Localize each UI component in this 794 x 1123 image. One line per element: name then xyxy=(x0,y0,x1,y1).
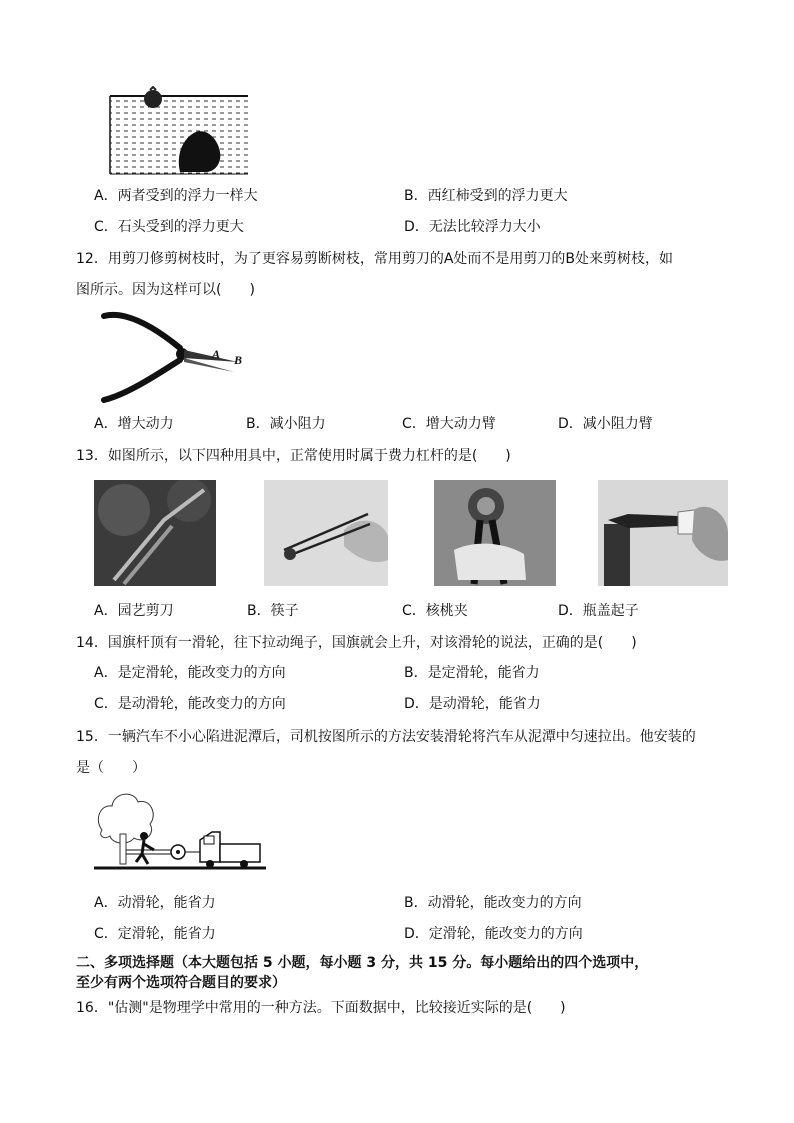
q14-option-a[interactable]: A．是定滑轮，能改变力的方向 xyxy=(94,665,286,681)
q15-figure-pulley-truck xyxy=(94,790,266,874)
q12-stem-line1: 12．用剪刀修剪树枝时，为了更容易剪断树枝，常用剪刀的A处而不是用剪刀的B处来剪树枝，如 xyxy=(76,251,673,267)
q11-option-c[interactable]: C．石头受到的浮力更大 xyxy=(94,219,244,235)
section2-heading-line1: 二、多项选择题（本大题包括 5 小题，每小题 3 分，共 15 分。每小题给出的四个选项中， xyxy=(76,955,649,971)
q11-option-a[interactable]: A．两者受到的浮力一样大 xyxy=(94,188,258,204)
section2-heading-line2: 至少有两个选项符合题目的要求） xyxy=(76,975,286,991)
q12-option-a[interactable]: A．增大动力 xyxy=(94,416,174,432)
q13-option-d[interactable]: D．瓶盖起子 xyxy=(558,603,639,619)
q11-option-b[interactable]: B．西红柿受到的浮力更大 xyxy=(404,188,568,204)
q12-option-b[interactable]: B．减小阻力 xyxy=(246,416,326,432)
q15-option-d[interactable]: D．定滑轮，能改变力的方向 xyxy=(404,926,583,942)
q11-figure-tank xyxy=(108,86,250,176)
tomato-icon xyxy=(144,87,162,108)
q13-photo-chopsticks xyxy=(264,480,388,586)
q16-stem: 16．"估测"是物理学中常用的一种方法。下面数据中，比较接近实际的是( ) xyxy=(76,1000,566,1016)
q15-stem-line2: 是（ ） xyxy=(76,760,146,776)
q13-photo-bottle-opener xyxy=(598,480,728,586)
q11-option-d[interactable]: D．无法比较浮力大小 xyxy=(404,219,541,235)
q12-label-a: A xyxy=(212,347,221,361)
q13-option-a[interactable]: A．园艺剪刀 xyxy=(94,603,174,619)
q14-option-b[interactable]: B．是定滑轮，能省力 xyxy=(404,665,540,681)
q12-stem-line2: 图所示。因为这样可以( ) xyxy=(76,282,255,298)
q12-option-c[interactable]: C．增大动力臂 xyxy=(402,416,496,432)
q12-option-d[interactable]: D．减小阻力臂 xyxy=(558,416,653,432)
pulley-icon xyxy=(171,845,185,859)
q15-option-c[interactable]: C．定滑轮，能省力 xyxy=(94,926,216,942)
q14-option-d[interactable]: D．是动滑轮，能省力 xyxy=(404,696,541,712)
q13-option-b[interactable]: B．筷子 xyxy=(247,603,299,619)
q14-stem: 14．国旗杆顶有一滑轮，往下拉动绳子，国旗就会上升，对该滑轮的说法，正确的是( ) xyxy=(76,635,637,651)
q15-stem-line1: 15．一辆汽车不小心陷进泥潭后，司机按图所示的方法安装滑轮将汽车从泥潭中匀速拉出。他安装的 xyxy=(76,729,696,745)
q13-stem: 13．如图所示，以下四种用具中，正常使用时属于费力杠杆的是( ) xyxy=(76,448,511,464)
q13-photo-nutcracker xyxy=(434,480,556,586)
q15-option-b[interactable]: B．动滑轮，能改变力的方向 xyxy=(404,895,582,911)
q15-option-a[interactable]: A．动滑轮，能省力 xyxy=(94,895,216,911)
q13-option-c[interactable]: C．核桃夹 xyxy=(402,603,468,619)
q12-label-b: B xyxy=(234,353,243,367)
q14-option-c[interactable]: C．是动滑轮，能改变力的方向 xyxy=(94,696,286,712)
q12-figure-shears xyxy=(98,308,252,404)
truck-icon xyxy=(200,832,260,868)
q13-photo-garden-shears xyxy=(94,480,216,586)
